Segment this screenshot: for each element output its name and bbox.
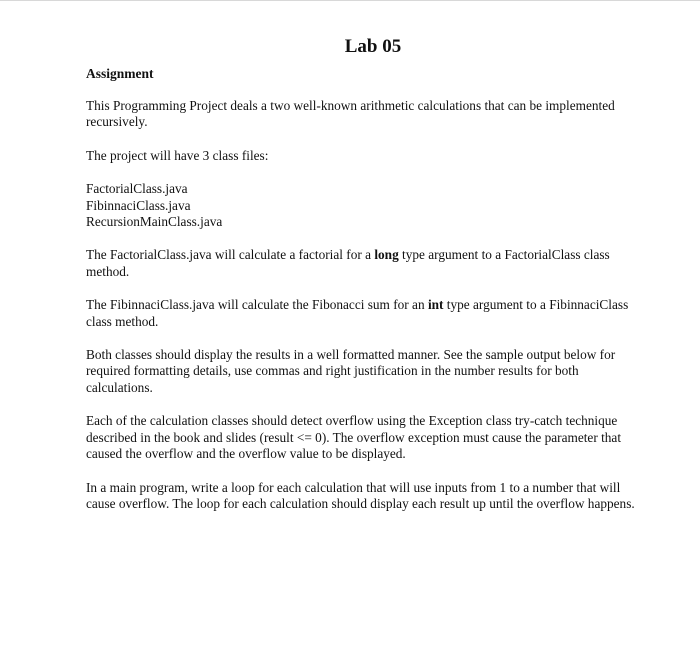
- fibonacci-text-after: type argument to a FibinnaciClass class method.: [86, 297, 629, 329]
- file-item: FactorialClass.java: [86, 181, 188, 197]
- section-heading: Assignment: [86, 66, 154, 81]
- fibonacci-text-before: The FibinnaciClass.java will calculate the Fibonacci sum for an: [86, 297, 428, 313]
- main-program-paragraph: In a main program, write a loop for each calculation that will use inputs from 1 to a number that will cause overflow. The loop for each calculation should display each result up until the overflow happens.: [86, 479, 635, 511]
- factorial-text-after: type argument to a FactorialClass class method.: [86, 247, 610, 279]
- document-title: Lab 05: [344, 36, 402, 57]
- factorial-bold-type: long: [374, 247, 399, 263]
- intro-paragraph: This Programming Project deals a two well-known arithmetic calculations that can be implemented recursively.: [86, 98, 615, 130]
- file-item: FibinnaciClass.java: [86, 197, 191, 213]
- class-count-paragraph: The project will have 3 class files:: [86, 147, 269, 163]
- factorial-text-before: The FactorialClass.java will calculate a factorial for a: [86, 247, 375, 263]
- factorial-paragraph: [86, 247, 646, 280]
- top-divider: [0, 0, 700, 1]
- display-paragraph: Both classes should display the results in a well formatted manner. See the sample output below for required formatting details, use commas and right justification in the number results for both calculations.: [86, 347, 616, 395]
- fibonacci-paragraph: [86, 297, 646, 330]
- file-item: RecursionMainClass.java: [86, 214, 223, 230]
- file-list: [86, 181, 646, 230]
- overflow-paragraph: Each of the calculation classes should detect overflow using the Exception class try-catch technique described in the book and slides (result <= 0). The overflow exception must cause the parameter that caused the overflow and the overflow value to be displayed.: [86, 413, 622, 462]
- document-page: [86, 36, 646, 529]
- fibonacci-bold-type: int: [427, 297, 444, 313]
